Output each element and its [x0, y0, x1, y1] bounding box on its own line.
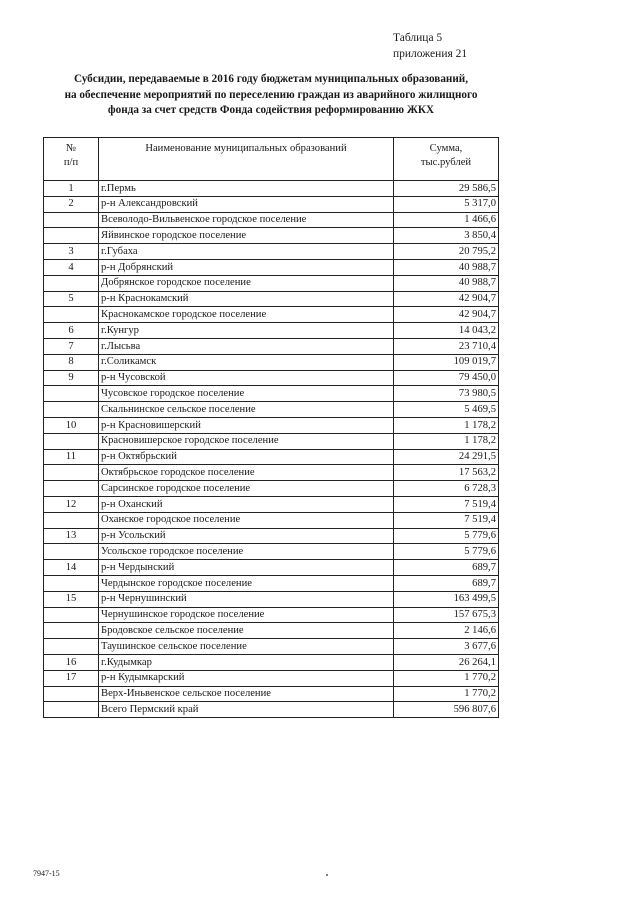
row-sum-cell: 7 519,4: [394, 512, 499, 528]
row-sum-cell: 73 980,5: [394, 386, 499, 402]
row-sum-cell: 109 019,7: [394, 354, 499, 370]
row-number-cell: 2: [44, 196, 99, 212]
table-row: [44, 433, 499, 449]
row-number-cell: [44, 386, 99, 402]
table-row: [44, 670, 499, 686]
row-number-cell: [44, 686, 99, 702]
row-number-cell: [44, 607, 99, 623]
row-number-cell: 15: [44, 591, 99, 607]
row-sum-cell: 26 264,1: [394, 654, 499, 670]
table-row: [44, 244, 499, 260]
column-header-number: [44, 138, 99, 181]
row-sum-cell: 5 469,5: [394, 402, 499, 418]
row-name-cell: Верх-Иньвенское сельское поселение: [99, 686, 394, 702]
row-name-cell: р-н Чердынский: [99, 560, 394, 576]
row-sum-cell: 79 450,0: [394, 370, 499, 386]
document-title: [28, 72, 514, 119]
row-number-cell: 14: [44, 560, 99, 576]
row-sum-cell: 23 710,4: [394, 338, 499, 354]
table-row: [44, 481, 499, 497]
table-row: [44, 291, 499, 307]
row-name-cell: Чернушинское городское поселение: [99, 607, 394, 623]
row-name-cell: р-н Краснокамский: [99, 291, 394, 307]
table-row: [44, 575, 499, 591]
row-name-cell: г.Кудымкар: [99, 654, 394, 670]
row-number-cell: 4: [44, 259, 99, 275]
row-name-cell: г.Лысьва: [99, 338, 394, 354]
row-sum-cell: 42 904,7: [394, 307, 499, 323]
row-number-cell: [44, 465, 99, 481]
table-row: [44, 228, 499, 244]
row-sum-cell: 14 043,2: [394, 323, 499, 339]
row-name-cell: р-н Октябрьский: [99, 449, 394, 465]
table-row: [44, 449, 499, 465]
table-row: [44, 402, 499, 418]
row-number-cell: 9: [44, 370, 99, 386]
row-number-cell: 13: [44, 528, 99, 544]
row-number-cell: 11: [44, 449, 99, 465]
row-number-cell: 1: [44, 181, 99, 197]
table-row: [44, 623, 499, 639]
row-number-cell: 12: [44, 496, 99, 512]
row-number-cell: [44, 702, 99, 718]
row-name-cell: Скальнинское сельское поселение: [99, 402, 394, 418]
row-number-cell: [44, 481, 99, 497]
row-name-cell: Чердынское городское поселение: [99, 575, 394, 591]
row-sum-cell: 1 178,2: [394, 417, 499, 433]
row-name-cell: р-н Красновишерский: [99, 417, 394, 433]
row-number-cell: [44, 212, 99, 228]
table-row: [44, 607, 499, 623]
table-row: [44, 275, 499, 291]
row-number-cell: [44, 575, 99, 591]
row-sum-cell: 3 677,6: [394, 639, 499, 655]
row-sum-cell: 24 291,5: [394, 449, 499, 465]
table-row: [44, 386, 499, 402]
row-name-cell: Октябрьское городское поселение: [99, 465, 394, 481]
table-row: [44, 370, 499, 386]
row-number-cell: [44, 307, 99, 323]
row-sum-cell: 6 728,3: [394, 481, 499, 497]
title-line-2: на обеспечение мероприятий по переселению граждан из аварийного жилищного: [64, 88, 478, 101]
column-header-sum: [394, 138, 499, 181]
row-number-cell: 17: [44, 670, 99, 686]
table-row: [44, 196, 499, 212]
row-sum-cell: 2 146,6: [394, 623, 499, 639]
table-row: [44, 417, 499, 433]
row-sum-cell: 5 779,6: [394, 544, 499, 560]
row-name-cell: Сарсинское городское поселение: [99, 481, 394, 497]
table-row: [44, 307, 499, 323]
table-row: [44, 591, 499, 607]
row-name-cell: Бродовское сельское поселение: [99, 623, 394, 639]
column-header-number-line1: №: [65, 143, 77, 154]
row-number-cell: [44, 639, 99, 655]
row-sum-cell: 596 807,6: [394, 702, 499, 718]
table-label: Таблица 5: [393, 32, 443, 44]
table-row: [44, 212, 499, 228]
row-name-cell: р-н Усольский: [99, 528, 394, 544]
row-name-cell: Яйвинское городское поселение: [99, 228, 394, 244]
row-number-cell: [44, 512, 99, 528]
row-name-cell: г.Соликамск: [99, 354, 394, 370]
title-line-1: Субсидии, передаваемые в 2016 году бюджетам муниципальных образований,: [73, 73, 469, 85]
row-sum-cell: 163 499,5: [394, 591, 499, 607]
row-sum-cell: 1 770,2: [394, 686, 499, 702]
column-header-sum-line2: тыс.рублей: [420, 156, 472, 168]
row-sum-cell: 1 178,2: [394, 433, 499, 449]
row-sum-cell: 689,7: [394, 575, 499, 591]
row-sum-cell: 40 988,7: [394, 259, 499, 275]
document-code: 7947-15: [33, 869, 60, 878]
scan-mark: [326, 874, 328, 876]
row-name-cell: Таушинское сельское поселение: [99, 639, 394, 655]
column-header-name: Наименование муниципальных образований: [99, 138, 394, 181]
row-sum-cell: 42 904,7: [394, 291, 499, 307]
table-row: [44, 512, 499, 528]
row-sum-cell: 157 675,3: [394, 607, 499, 623]
table-row: [44, 465, 499, 481]
table-caption: [393, 30, 467, 62]
table-row: [44, 702, 499, 718]
row-sum-cell: 1 770,2: [394, 670, 499, 686]
table-row: [44, 654, 499, 670]
column-header-number-line2: п/п: [63, 156, 79, 168]
row-number-cell: 6: [44, 323, 99, 339]
row-name-cell: Красновишерское городское поселение: [99, 433, 394, 449]
table-row: [44, 639, 499, 655]
row-sum-cell: 7 519,4: [394, 496, 499, 512]
table-row: [44, 496, 499, 512]
row-sum-cell: 40 988,7: [394, 275, 499, 291]
row-number-cell: [44, 544, 99, 560]
row-number-cell: 10: [44, 417, 99, 433]
row-number-cell: [44, 275, 99, 291]
row-number-cell: 5: [44, 291, 99, 307]
row-sum-cell: 17 563,2: [394, 465, 499, 481]
row-sum-cell: 20 795,2: [394, 244, 499, 260]
row-name-cell: Краснокамское городское поселение: [99, 307, 394, 323]
row-number-cell: 7: [44, 338, 99, 354]
row-name-cell: г.Пермь: [99, 181, 394, 197]
row-name-cell: р-н Кудымкарский: [99, 670, 394, 686]
table-row: [44, 323, 499, 339]
row-number-cell: 8: [44, 354, 99, 370]
row-name-cell: Оханское городское поселение: [99, 512, 394, 528]
row-sum-cell: 1 466,6: [394, 212, 499, 228]
row-sum-cell: 5 317,0: [394, 196, 499, 212]
table-row: [44, 686, 499, 702]
row-name-cell: р-н Чусовской: [99, 370, 394, 386]
table-row: [44, 354, 499, 370]
row-name-cell: Чусовское городское поселение: [99, 386, 394, 402]
row-number-cell: 3: [44, 244, 99, 260]
row-sum-cell: 3 850,4: [394, 228, 499, 244]
row-sum-cell: 29 586,5: [394, 181, 499, 197]
row-number-cell: [44, 433, 99, 449]
row-number-cell: [44, 228, 99, 244]
row-name-cell: р-н Чернушинский: [99, 591, 394, 607]
table-row: [44, 560, 499, 576]
table-row: [44, 259, 499, 275]
table-body: [44, 181, 499, 718]
row-name-cell: г.Кунгур: [99, 323, 394, 339]
title-line-3: фонда за счет средств Фонда содействия реформированию ЖКХ: [107, 104, 435, 116]
row-sum-cell: 5 779,6: [394, 528, 499, 544]
row-name-cell: Усольское городское поселение: [99, 544, 394, 560]
row-name-cell: Добрянское городское поселение: [99, 275, 394, 291]
row-sum-cell: 689,7: [394, 560, 499, 576]
row-name-cell: р-н Оханский: [99, 496, 394, 512]
table-row: [44, 338, 499, 354]
row-name-cell: Всеволодо-Вильвенское городское поселение: [99, 212, 394, 228]
row-name-cell: р-н Добрянский: [99, 259, 394, 275]
row-name-cell: г.Губаха: [99, 244, 394, 260]
row-number-cell: [44, 402, 99, 418]
row-number-cell: 16: [44, 654, 99, 670]
column-header-sum-line1: Сумма,: [429, 143, 463, 154]
table-row: [44, 181, 499, 197]
subsidies-table: [43, 137, 499, 718]
table-row: [44, 544, 499, 560]
table-header-row: [44, 138, 499, 181]
table-row: [44, 528, 499, 544]
row-name-cell: Всего Пермский край: [99, 702, 394, 718]
row-number-cell: [44, 623, 99, 639]
row-name-cell: р-н Александровский: [99, 196, 394, 212]
appendix-label: приложения 21: [393, 48, 468, 60]
